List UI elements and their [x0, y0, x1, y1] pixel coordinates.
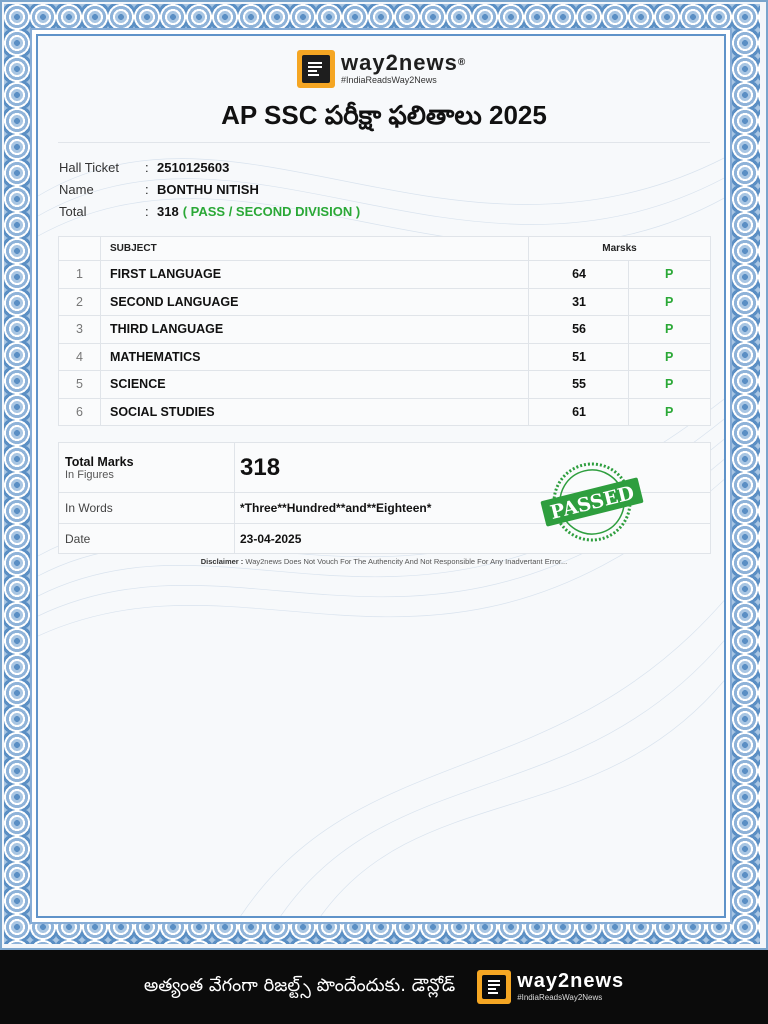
- subject-result: P: [629, 398, 711, 426]
- newspaper-icon: [297, 50, 335, 88]
- row-number: 6: [59, 398, 101, 426]
- subjects-table: [58, 236, 711, 426]
- page-title: AP SSC పరీక్షా ఫలితాలు 2025: [221, 100, 547, 130]
- subject-name: FIRST LANGUAGE: [101, 261, 529, 289]
- subject-name: THIRD LANGUAGE: [101, 316, 529, 344]
- in-figures-label: In Figures: [65, 468, 114, 481]
- table-row: [59, 398, 711, 426]
- total-label: Total: [59, 203, 87, 219]
- row-number: 3: [59, 316, 101, 344]
- subject-result: P: [629, 371, 711, 399]
- footer-brand-tagline: #IndiaReadsWay2News: [517, 993, 603, 1002]
- total-marks-figures: 318: [235, 443, 711, 493]
- subject-result: P: [629, 316, 711, 344]
- date-label: Date: [59, 524, 235, 554]
- footer-brand-name: way2news: [517, 970, 625, 992]
- subject-result: P: [629, 288, 711, 316]
- hall-ticket-value: 2510125603: [157, 159, 230, 175]
- subject-result: P: [629, 343, 711, 371]
- total-marks-label: Total Marks: [65, 454, 134, 469]
- result-date: 23-04-2025: [235, 524, 711, 554]
- subject-marks: 31: [529, 288, 629, 316]
- hall-ticket-label: Hall Ticket: [59, 159, 119, 175]
- divider: [58, 142, 710, 143]
- download-banner[interactable]: [0, 950, 768, 1024]
- name-row: [59, 178, 360, 200]
- footer-brand-logo: [477, 970, 624, 1004]
- subject-name: SOCIAL STUDIES: [101, 398, 529, 426]
- row-number: 4: [59, 343, 101, 371]
- subject-marks: 64: [529, 261, 629, 289]
- passed-stamp: [540, 458, 644, 546]
- disclaimer: [0, 557, 768, 566]
- disclaimer-text: Way2news Does Not Vouch For The Authencity And Not Responsible For Any Inadvertant Error...: [245, 557, 568, 566]
- row-number: 5: [59, 371, 101, 399]
- subject-header: SUBJECT: [101, 237, 529, 261]
- stamp-text: PASSED: [548, 481, 637, 525]
- subject-name: SCIENCE: [101, 371, 529, 399]
- table-row: [59, 371, 711, 399]
- pass-status: ( PASS / SECOND DIVISION ): [182, 203, 361, 219]
- brand-logo: [297, 50, 466, 88]
- subject-marks: 55: [529, 371, 629, 399]
- table-header-row: [59, 237, 711, 261]
- colon: :: [145, 203, 149, 219]
- table-row: [59, 288, 711, 316]
- total-row: [59, 200, 360, 222]
- subject-marks: 56: [529, 316, 629, 344]
- colon: :: [145, 181, 149, 197]
- table-row: [59, 343, 711, 371]
- row-number: 1: [59, 261, 101, 289]
- table-row: [59, 261, 711, 289]
- subject-name: SECOND LANGUAGE: [101, 288, 529, 316]
- subject-name: MATHEMATICS: [101, 343, 529, 371]
- subject-marks: 61: [529, 398, 629, 426]
- total-marks-words: *Three**Hundred**and**Eighteen*: [235, 493, 711, 524]
- download-prompt: అత్యంత వేగంగా రిజల్ట్స్ పొందేందుకు. డౌన్లోడ్: [143, 974, 456, 996]
- marks-header: Marsks: [529, 237, 711, 261]
- disclaimer-label: Disclaimer :: [200, 557, 244, 566]
- subject-marks: 51: [529, 343, 629, 371]
- newspaper-icon: [477, 970, 511, 1004]
- name-value: BONTHU NITISH: [157, 181, 259, 197]
- table-row: [59, 316, 711, 344]
- subject-result: P: [629, 261, 711, 289]
- colon: :: [145, 159, 149, 175]
- in-words-label: In Words: [59, 493, 235, 524]
- student-info: [59, 156, 360, 222]
- row-number: 2: [59, 288, 101, 316]
- brand-tagline: #IndiaReadsWay2News: [341, 75, 437, 85]
- brand-name: way2news: [341, 50, 458, 75]
- total-value: 318: [157, 203, 179, 219]
- name-label: Name: [59, 181, 94, 197]
- brand-registered-mark: ®: [457, 57, 467, 68]
- hall-ticket-row: [59, 156, 360, 178]
